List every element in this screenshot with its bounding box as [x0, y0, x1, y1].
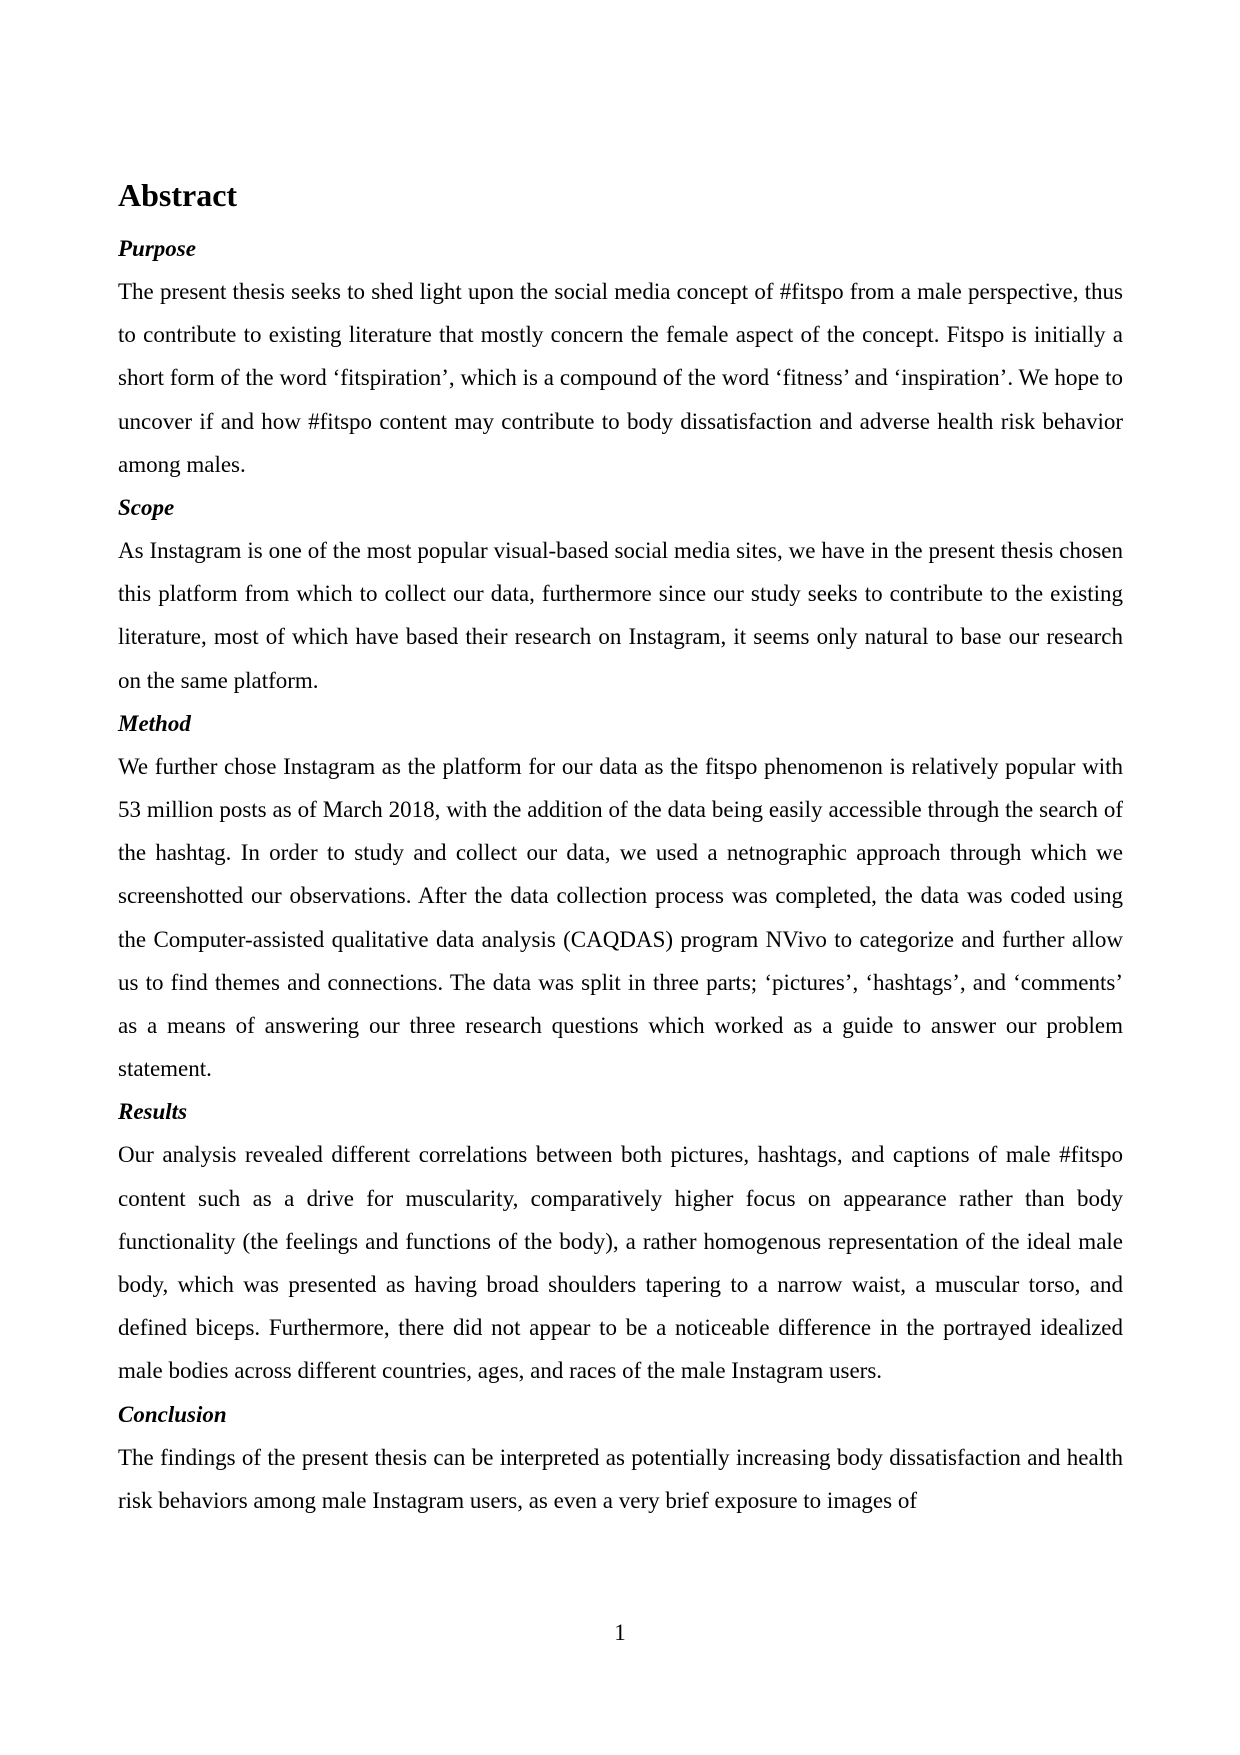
- page-number: 1: [614, 1620, 626, 1645]
- section-body: The present thesis seeks to shed light upon the social media concept of #fitspo from a male perspective, thus to contribute to existing literature that mostly concern the female aspect of the concept. Fitspo is initially a short form of the word ‘fitspiration’, which is a compound of the word ‘fitness’ and ‘inspiration’. We hope to uncover if and how #fitspo content may contribute to body dissatisfaction and adverse health risk behavior among males.: [118, 279, 1123, 477]
- section-purpose: [118, 227, 1123, 486]
- section-body: We further chose Instagram as the platform for our data as the fitspo phenomenon is relatively popular with 53 million posts as of March 2018, with the addition of the data being easily accessible through the search of the hashtag. In order to study and collect our data, we used a netnographic approach through which we screenshotted our observations. After the data collection process was completed, the data was coded using the Computer-assisted qualitative data analysis (CAQDAS) program NVivo to categorize and further allow us to find themes and connections. The data was split in three parts; ‘pictures’, ‘hashtags’, and ‘comments’ as a means of answering our three research questions which worked as a guide to answer our problem statement.: [118, 753, 1123, 1082]
- section-heading: Results: [118, 1099, 188, 1125]
- section-heading: Scope: [118, 495, 175, 521]
- section-heading: Conclusion: [118, 1401, 227, 1427]
- page-content: [118, 175, 1123, 1522]
- section-body: As Instagram is one of the most popular visual-based social media sites, we have in the present thesis chosen this platform from which to collect our data, furthermore since our study seeks to contribute to the existing literature, most of which have based their research on Instagram, it seems only natural to base our research on the same platform.: [118, 538, 1123, 693]
- section-results: [118, 1090, 1123, 1392]
- section-body: The findings of the present thesis can be interpreted as potentially increasing body dissatisfaction and health risk behaviors among male Instagram users, as even a very brief exposure to images of: [118, 1444, 1123, 1513]
- section-heading: Method: [118, 710, 191, 736]
- section-body: Our analysis revealed different correlations between both pictures, hashtags, and captions of male #fitspo content such as a drive for muscularity, comparatively higher focus on appearance rather than body functionality (the feelings and functions of the body), a rather homogenous representation of the ideal male body, which was presented as having broad shoulders tapering to a narrow waist, a muscular torso, and defined biceps. Furthermore, there did not appear to be a noticeable difference in the portrayed idealized male bodies across different countries, ages, and races of the male Instagram users.: [118, 1142, 1123, 1384]
- page-title: Abstract: [118, 177, 238, 213]
- section-scope: [118, 486, 1123, 702]
- section-conclusion: [118, 1393, 1123, 1522]
- section-heading: Purpose: [118, 236, 196, 261]
- section-method: [118, 702, 1123, 1091]
